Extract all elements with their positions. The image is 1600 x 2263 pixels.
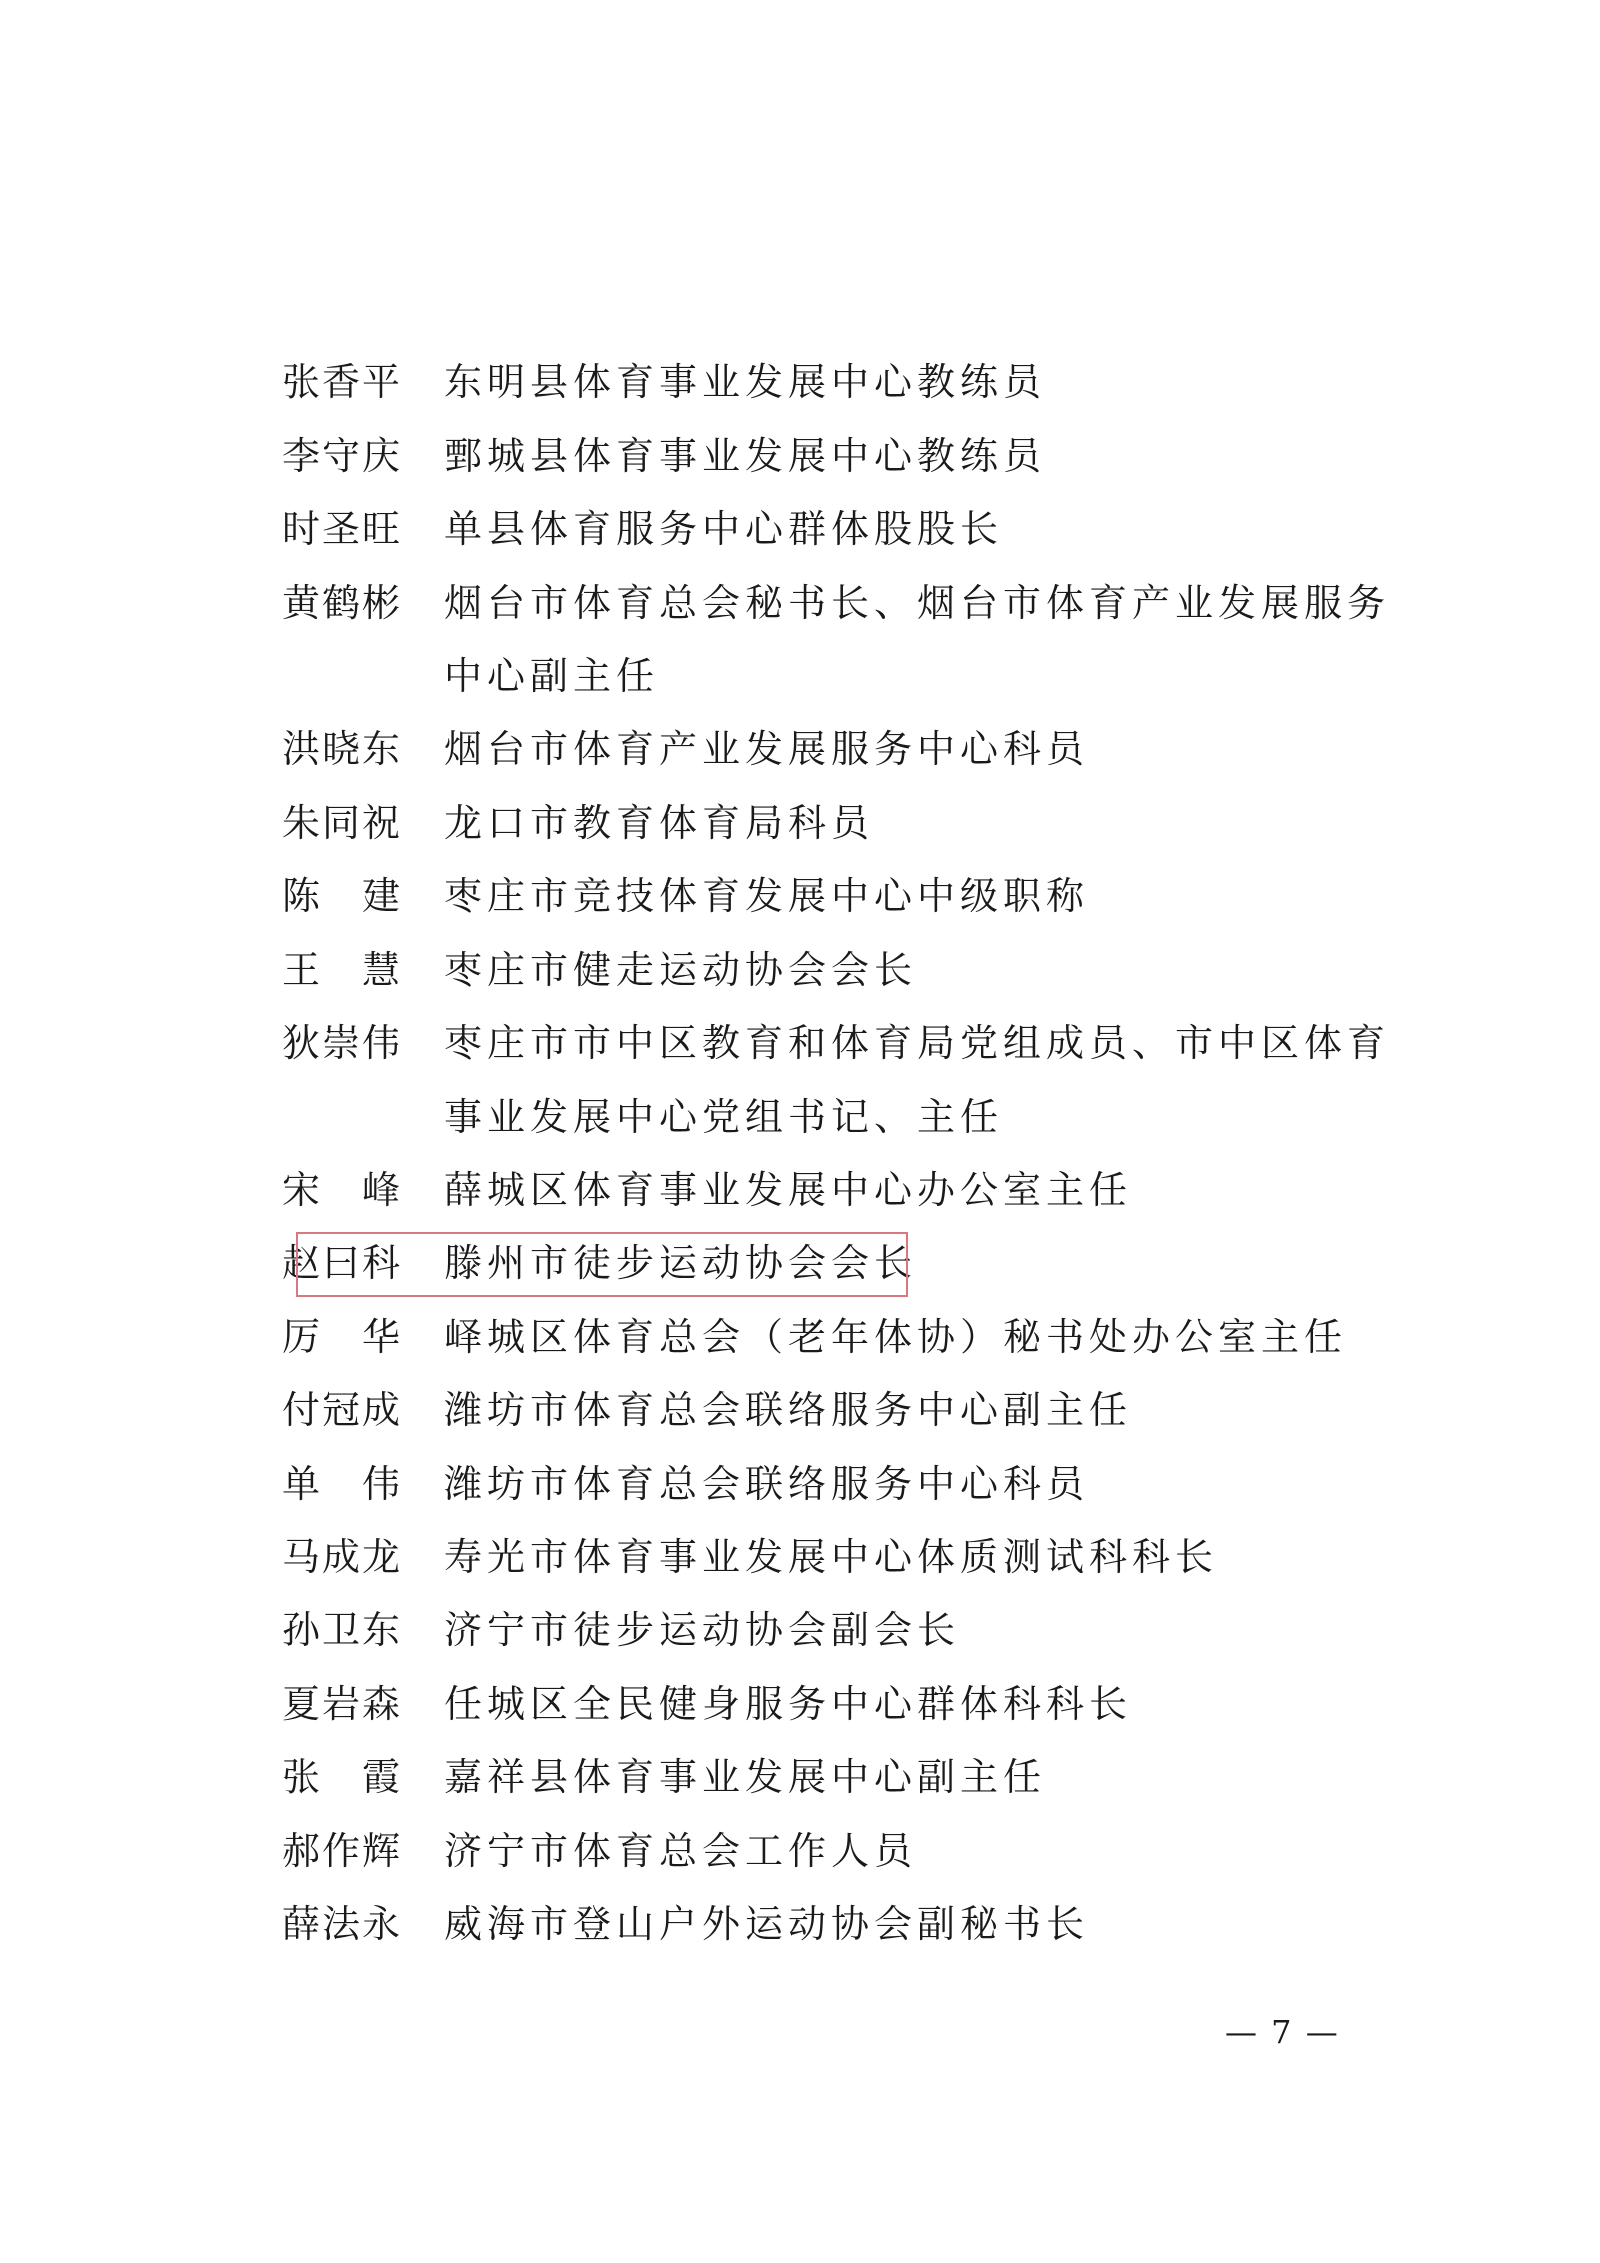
person-name: 郝作辉 — [282, 1829, 403, 1873]
person-title: 滕州市徒步运动协会会长 — [444, 1241, 918, 1285]
person-title-continued: 中心副主任 — [444, 654, 660, 698]
person-name: 孙卫东 — [282, 1608, 403, 1652]
person-title: 枣庄市竞技体育发展中心中级职称 — [444, 874, 1090, 918]
person-title: 嘉祥县体育事业发展中心副主任 — [444, 1755, 1047, 1799]
person-title: 任城区全民健身服务中心群体科科长 — [444, 1682, 1133, 1726]
person-name: 时圣旺 — [282, 507, 403, 551]
person-name: 马成龙 — [282, 1535, 403, 1579]
person-name: 单伟 — [282, 1462, 443, 1506]
person-title: 鄄城县体育事业发展中心教练员 — [444, 434, 1047, 478]
highlight-box — [296, 1232, 908, 1297]
person-name: 宋峰 — [282, 1168, 443, 1212]
person-title: 枣庄市健走运动协会会长 — [444, 948, 918, 992]
person-title: 枣庄市市中区教育和体育局党组成员、市中区体育 — [444, 1021, 1391, 1065]
person-title: 烟台市体育产业发展服务中心科员 — [444, 727, 1090, 771]
page-number: — 7 — — [1225, 2013, 1340, 2051]
person-title-continued: 事业发展中心党组书记、主任 — [444, 1095, 1004, 1139]
person-name: 黄鹤彬 — [282, 581, 403, 625]
person-name: 张香平 — [282, 360, 403, 404]
person-name: 洪晓东 — [282, 727, 403, 771]
person-name: 厉华 — [282, 1315, 443, 1359]
person-title: 薛城区体育事业发展中心办公室主任 — [444, 1168, 1133, 1212]
person-name: 王慧 — [282, 948, 443, 992]
person-name: 陈建 — [282, 874, 443, 918]
person-title: 东明县体育事业发展中心教练员 — [444, 360, 1047, 404]
person-title: 单县体育服务中心群体股股长 — [444, 507, 1004, 551]
person-title: 龙口市教育体育局科员 — [444, 801, 875, 845]
person-name: 张霞 — [282, 1755, 443, 1799]
person-title: 威海市登山户外运动协会副秘书长 — [444, 1902, 1090, 1946]
person-title: 峄城区体育总会（老年体协）秘书处办公室主任 — [444, 1315, 1348, 1359]
person-name: 李守庆 — [282, 434, 403, 478]
person-name: 朱同祝 — [282, 801, 403, 845]
person-title: 潍坊市体育总会联络服务中心科员 — [444, 1462, 1090, 1506]
person-name: 狄崇伟 — [282, 1021, 403, 1065]
person-name: 夏岩森 — [282, 1682, 403, 1726]
person-title: 烟台市体育总会秘书长、烟台市体育产业发展服务 — [444, 581, 1391, 625]
person-name: 赵曰科 — [282, 1241, 403, 1285]
person-name: 薛法永 — [282, 1902, 403, 1946]
person-title: 寿光市体育事业发展中心体质测试科科长 — [444, 1535, 1219, 1579]
person-title: 济宁市体育总会工作人员 — [444, 1829, 918, 1873]
person-title: 潍坊市体育总会联络服务中心副主任 — [444, 1388, 1133, 1432]
person-name: 付冠成 — [282, 1388, 403, 1432]
person-title: 济宁市徒步运动协会副会长 — [444, 1608, 961, 1652]
